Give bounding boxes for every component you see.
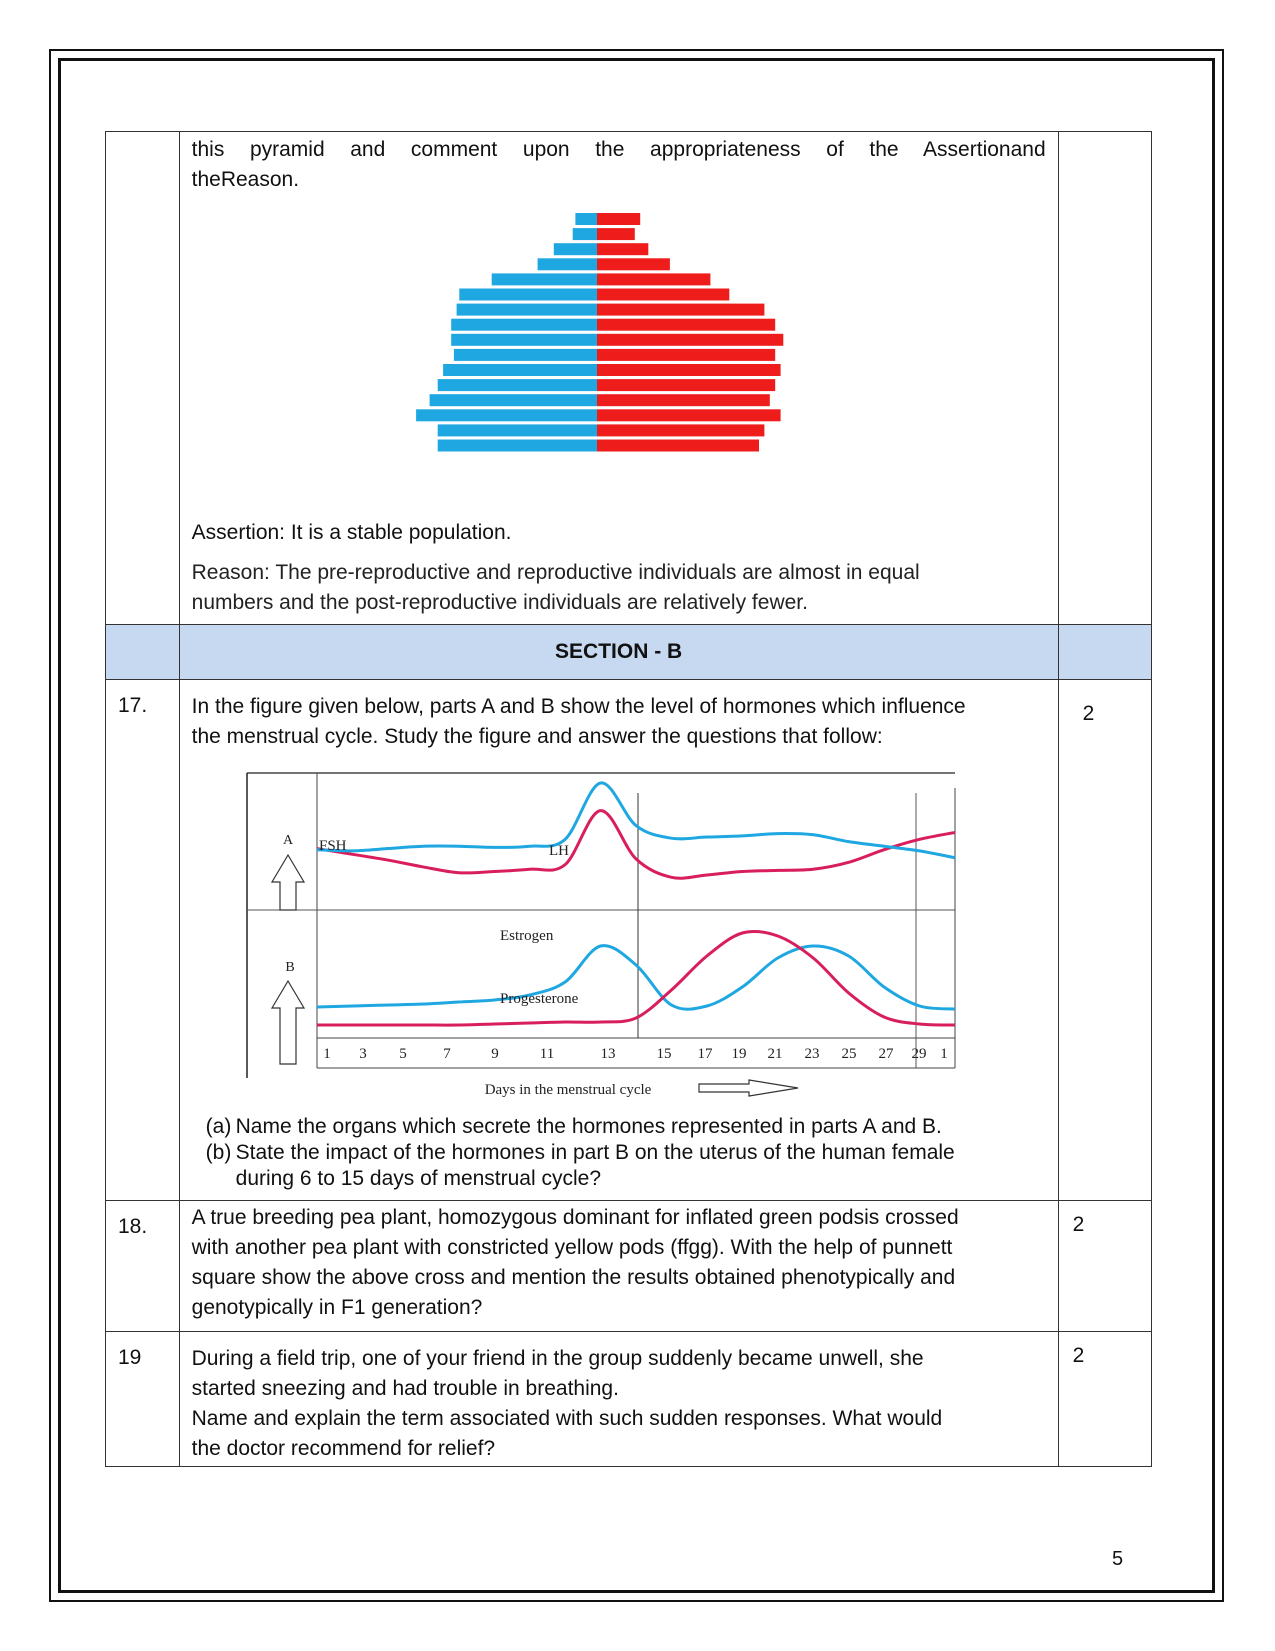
q16-text-line2: theReason.: [191, 168, 300, 191]
x-tick-label: 1: [939, 1046, 948, 1062]
q18-number: 18.: [106, 1201, 180, 1332]
q17-part-a-label: (a): [205, 1115, 232, 1138]
q18-line: A true breeding pea plant, homozygous dominant for inflated green podsis crossed: [191, 1206, 959, 1229]
q16-text-line1: this pyramid and comment upon the appropriateness of the Assertionand: [191, 138, 1046, 161]
q18-line: square show the above cross and mention the results obtained phenotypically and: [191, 1266, 956, 1289]
x-tick-label: 17: [697, 1046, 713, 1062]
x-tick-label: 21: [767, 1046, 783, 1062]
series-line-progesterone: [317, 931, 955, 1025]
population-pyramid: [192, 199, 1046, 504]
pyramid-bar-female: [597, 424, 764, 436]
pyramid-bar-male: [437, 440, 596, 452]
q19-line: During a field trip, one of your friend in the group suddenly became unwell, she: [191, 1347, 924, 1370]
q17-body-cell: [179, 680, 1058, 1201]
x-tick-label: 3: [358, 1046, 367, 1062]
panel-b-arrow-icon: [272, 981, 304, 1064]
q17-text-line2: the menstrual cycle. Study the figure and answer the questions that follow:: [191, 725, 883, 748]
q17-text-line1: In the figure given below, parts A and B show the level of hormones which influence: [191, 695, 966, 718]
q16-row: [106, 132, 1152, 625]
pyramid-bar-male: [451, 319, 597, 331]
pyramid-bar-female: [597, 289, 729, 301]
pyramid-bar-female: [597, 364, 781, 376]
pyramid-bar-male: [575, 213, 597, 225]
x-tick-label: 1: [322, 1046, 331, 1062]
q17-part-b-text1: State the impact of the hormones in part B on the uterus of the human female: [235, 1141, 955, 1164]
pyramid-bar-male: [454, 349, 597, 361]
pyramid-bar-male: [456, 304, 596, 316]
x-tick-label: 9: [490, 1046, 499, 1062]
x-tick-label: 25: [841, 1046, 857, 1062]
q17-part-a: [192, 1114, 1046, 1140]
q18-line: genotypically in F1 generation?: [191, 1296, 483, 1319]
pyramid-bar-male: [437, 379, 596, 391]
q17-marks: 2: [1082, 702, 1095, 725]
pyramid-bar-male: [443, 364, 597, 376]
pyramid-bar-female: [597, 409, 781, 421]
pyramid-bar-female: [597, 349, 775, 361]
q17-part-b-label: (b): [205, 1141, 232, 1164]
panel-b-label: B: [284, 960, 295, 975]
q17-marks-cell: [1058, 680, 1151, 1201]
q16-marks-cell: [1058, 132, 1151, 625]
pyramid-bar-female: [597, 334, 783, 346]
q19-number: 19: [106, 1332, 180, 1467]
pyramid-bar-female: [597, 319, 775, 331]
pyramid-bar-female: [597, 258, 670, 270]
q19-marks: 2: [1072, 1344, 1085, 1367]
q18-body-cell: [179, 1201, 1058, 1332]
x-tick-label: 7: [442, 1046, 451, 1062]
q19-line: the doctor recommend for relief?: [191, 1437, 496, 1460]
x-axis-label: Days in the menstrual cycle: [484, 1082, 651, 1098]
q17-row: [106, 680, 1152, 1201]
q18-line: with another pea plant with constricted yellow pods (ffgg). With the help of punnett: [191, 1236, 953, 1259]
pyramid-bar-female: [597, 243, 648, 255]
q17-number: 17.: [106, 680, 180, 1201]
q16-body-cell: [179, 132, 1058, 625]
section-title: SECTION - B: [555, 640, 683, 663]
q16-reason-line1: Reason: The pre-reproductive and reproductive individuals are almost in equal: [191, 561, 920, 584]
pyramid-bar-male: [451, 334, 597, 346]
pyramid-bar-female: [597, 394, 770, 406]
page-number: 5: [1112, 1548, 1124, 1570]
series-label-estrogen: Estrogen: [499, 928, 553, 944]
q19-marks-cell: [1058, 1332, 1151, 1467]
q17-part-a-text: Name the organs which secrete the hormones represented in parts A and B.: [235, 1115, 942, 1138]
pyramid-bar-male: [491, 273, 596, 285]
q19-line: started sneezing and had trouble in breathing.: [191, 1377, 619, 1400]
q18-row: [106, 1201, 1152, 1332]
q16-reason-line2: numbers and the post-reproductive individuals are relatively fewer.: [191, 591, 808, 614]
hormone-level-figure: [192, 758, 1046, 1114]
q19-row: [106, 1332, 1152, 1467]
series-label-fsh: FSH: [318, 838, 347, 854]
x-tick-label: 5: [398, 1046, 407, 1062]
x-tick-label: 23: [804, 1046, 820, 1062]
series-label-lh: LH: [548, 843, 569, 859]
x-tick-label: 19: [731, 1046, 747, 1062]
pyramid-bar-female: [597, 304, 764, 316]
pyramid-bar-male: [437, 424, 596, 436]
x-tick-label: 13: [600, 1046, 616, 1062]
panel-a-arrow-icon: [272, 855, 304, 910]
q16-number-cell: [106, 132, 180, 625]
pyramid-bar-female: [597, 213, 640, 225]
pyramid-bar-female: [597, 440, 759, 452]
pyramid-bar-male: [537, 258, 596, 270]
x-tick-label: 29: [911, 1046, 927, 1062]
pyramid-bar-female: [597, 379, 775, 391]
series-label-progesterone: Progesterone: [499, 991, 578, 1007]
pyramid-bar-male: [459, 289, 597, 301]
pyramid-bar-female: [597, 228, 635, 240]
q17-part-b: [192, 1140, 1046, 1192]
section-b-row: [106, 625, 1152, 680]
x-tick-label: 27: [878, 1046, 894, 1062]
x-tick-label: 15: [656, 1046, 672, 1062]
pyramid-bar-female: [597, 273, 710, 285]
series-line-lh: [317, 783, 955, 858]
q18-marks: 2: [1072, 1213, 1085, 1236]
question-table: [105, 131, 1152, 1467]
x-axis-arrow-icon: [699, 1080, 798, 1096]
pyramid-bar-male: [416, 409, 597, 421]
q19-line: Name and explain the term associated with such sudden responses. What would: [191, 1407, 943, 1430]
q18-marks-cell: [1058, 1201, 1151, 1332]
q19-body-cell: [179, 1332, 1058, 1467]
x-tick-label: 11: [539, 1046, 554, 1062]
pyramid-bar-male: [572, 228, 596, 240]
pyramid-bar-male: [553, 243, 596, 255]
pyramid-bar-male: [429, 394, 596, 406]
panel-a-label: A: [282, 833, 293, 848]
q17-part-b-text2: during 6 to 15 days of menstrual cycle?: [235, 1167, 602, 1190]
q16-assertion: Assertion: It is a stable population.: [191, 521, 512, 544]
